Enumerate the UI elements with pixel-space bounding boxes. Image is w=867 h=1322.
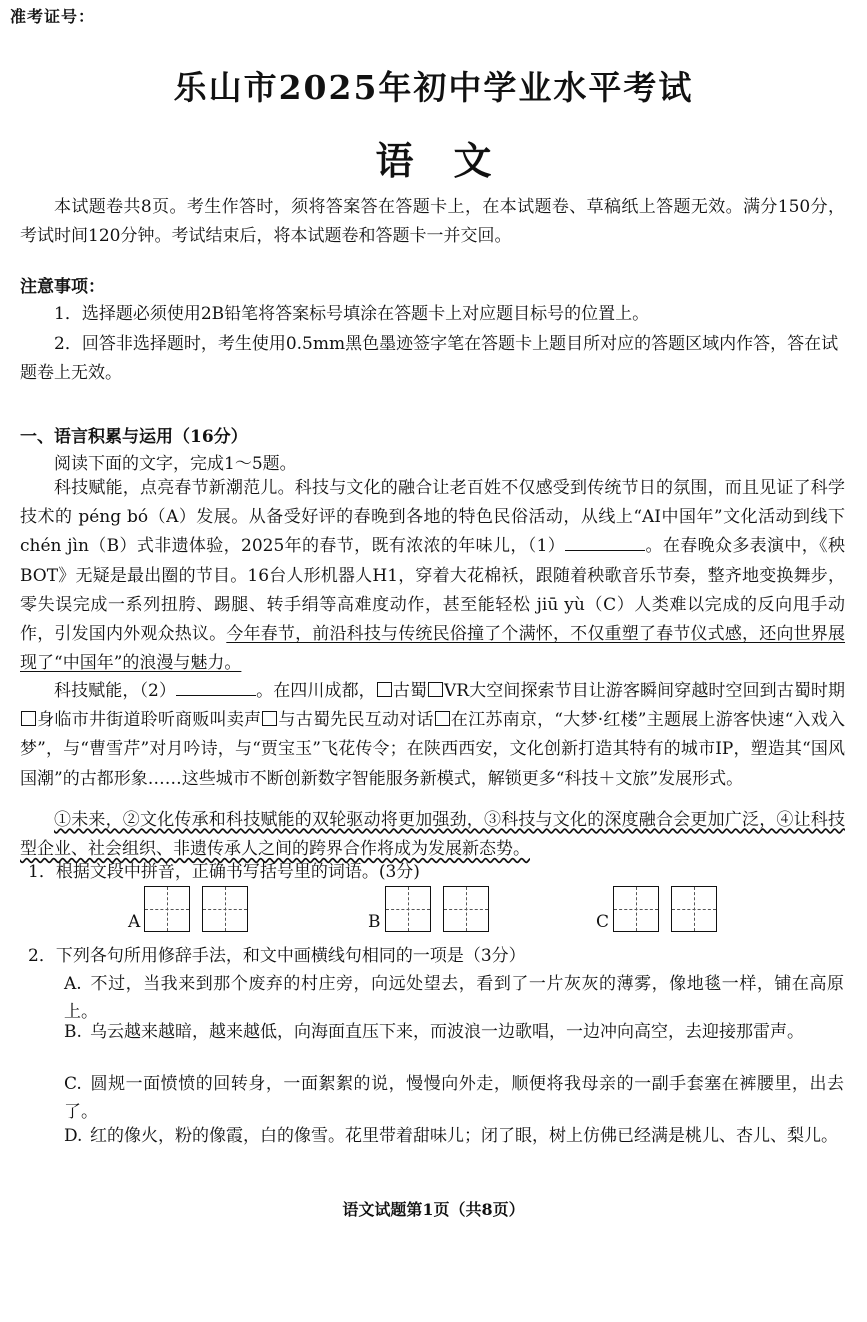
answer-label: A [128, 912, 141, 932]
passage-text: 。在四川成都， [256, 681, 376, 701]
passage-text: VR大空间探索节目让游客瞬间穿越时空回到古蜀时期 [444, 681, 846, 701]
page-footer: 语文试题第1页（共8页） [342, 1200, 525, 1219]
question-1-stem: 1．根据文段中拼音，正确书写括号里的词语。(3分) [28, 862, 420, 882]
tianzige-box[interactable] [385, 886, 431, 932]
answer-group-a [128, 886, 260, 932]
blank-2-line[interactable] [176, 677, 256, 696]
option-key: C. [64, 1074, 82, 1094]
wavy-underlined-sentence: ①未来，②文化传承和科技赋能的双轮驱动将更加强劲，③科技与文化的深度融合会更加广泛，④让科技型企业、社会组织、非遗传承人之间的跨界合作将成为发展新态势。 [20, 810, 845, 860]
blank-1-label: （1） [527, 536, 566, 557]
section-instruction: 阅读下面的文字，完成1～5题。 [54, 454, 297, 474]
option-key: A. [64, 974, 82, 994]
option-key: B. [64, 1022, 82, 1042]
passage-paragraph-2 [20, 677, 845, 794]
section-heading: 一、语言积累与运用（16分） [20, 427, 248, 447]
underlined-sentence: 今年春节，前沿科技与传统民俗撞了个满怀，不仅重塑了春节仪式感，还向世界展现了“中国年”的浪漫与魅力。 [20, 624, 846, 674]
punctuation-box[interactable] [262, 711, 277, 726]
passage-text: 科技赋能，点亮春节新潮范儿。科技与文化的融合让老百姓不仅感受到传统节日的氛围，而且见证了科学技术的 péng bó（A）发展。从备受好评的春晚到各地的特色民俗活动，从线上“AI中国年”文化活动到线下 chén jìn（B）式非遗体验，2025年的春节，既有浓浓的年味儿， [20, 478, 845, 557]
answer-label: C [596, 912, 610, 932]
note-item: 1．选择题必须使用2B铅笔将答案标号填涂在答题卡上对应题目标号的位置上。 [54, 304, 650, 324]
notes-heading: 注意事项： [20, 277, 105, 297]
passage-text: 科技赋能， [54, 681, 140, 701]
punctuation-box[interactable] [428, 682, 443, 697]
answer-label: B [368, 912, 381, 932]
answer-group-c [596, 886, 729, 932]
passage-text: 身临市井街道聆听商贩叫卖声 [37, 710, 262, 731]
exam-id-label: 准考证号： [10, 7, 96, 26]
punctuation-box[interactable] [377, 682, 392, 697]
option-d[interactable] [64, 1122, 844, 1150]
blank-1-line[interactable] [565, 532, 645, 551]
passage-paragraph-3 [20, 806, 845, 864]
option-c[interactable] [64, 1070, 844, 1126]
answer-group-b [368, 886, 501, 932]
option-text: 乌云越来越暗，越来越低，向海面直压下来，而波浪一边歌唱，一边冲向高空，去迎接那雷声。 [90, 1022, 804, 1042]
passage-text: 古蜀 [392, 681, 428, 701]
tianzige-box[interactable] [671, 886, 717, 932]
subject-title: 语文 [375, 138, 532, 183]
question-2-stem: 2．下列各句所用修辞手法，和文中画横线句相同的一项是（3分） [28, 946, 526, 966]
option-text: 红的像火，粉的像霞，白的像雪。花里带着甜味儿；闭了眼，树上仿佛已经满是桃儿、杏儿、梨儿。 [90, 1126, 838, 1146]
tianzige-box[interactable] [613, 886, 659, 932]
option-key: D. [64, 1126, 83, 1146]
punctuation-box[interactable] [435, 711, 450, 726]
passage-paragraph-1 [20, 474, 845, 678]
option-text: 圆规一面愤愤的回转身，一面絮絮的说，慢慢向外走，顺便将我母亲的一副手套塞在裤腰里，出去了。 [64, 1074, 844, 1122]
answer-grid-row [128, 886, 828, 938]
passage-text: 与古蜀先民互动对话 [278, 710, 434, 731]
option-text: 不过，当我来到那个废弃的村庄旁，向远处望去，看到了一片灰灰的薄雾，像地毯一样，铺在高原上。 [64, 974, 844, 1022]
punctuation-box[interactable] [21, 711, 36, 726]
note-item: 2．回答非选择题时，考生使用0.5mm黑色墨迹签字笔在答题卡上题目所对应的答题区域内作答，答在试题卷上无效。 [20, 334, 839, 383]
tianzige-box[interactable] [443, 886, 489, 932]
intro-paragraph: 本试题卷共8页。考生作答时，须将答案答在答题卡上，在本试题卷、草稿纸上答题无效。满分150分，考试时间120分钟。考试结束后，将本试题卷和答题卡一并交回。 [20, 197, 845, 246]
tianzige-box[interactable] [144, 886, 190, 932]
option-b[interactable] [64, 1018, 844, 1046]
tianzige-box[interactable] [202, 886, 248, 932]
blank-2-label: （2） [139, 681, 177, 701]
exam-title: 乐山市2025年初中学业水平考试 [173, 68, 694, 107]
passage-text: 在江苏南京，“大梦·红楼”主题展上游客快速“入戏入梦”，与“曹雪芹”对月吟诗，与“贾宝玉”飞花传令；在陕西西安，文化创新打造其特有的城市IP，塑造其“国风国潮”的古都形象……这些城市不断创新数字智能服务新模式，解锁更多“科技＋文旅”发展形式。 [20, 710, 846, 789]
passage-text: 。在春晚众多表演中，《秧BOT》无疑是最出圈的节目。16台人形机器人H1，穿着大花棉袄，跟随着秧歌音乐节奏，整齐地变换舞步，零失误完成一系列扭胯、踢腿、转手绢等高难度动作，甚至能轻松 jiū yù（C）人类难以完成的反向甩手动作，引发国内外观众热议。 [20, 536, 845, 645]
